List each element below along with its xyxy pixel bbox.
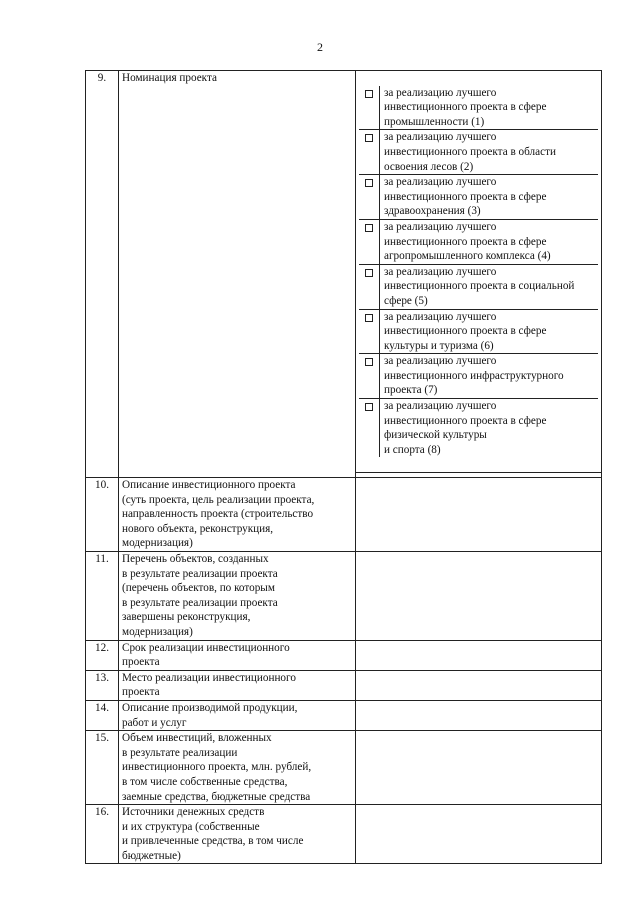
row-value-field[interactable] (356, 640, 602, 670)
table-row-nomination (86, 71, 602, 473)
table-row (86, 670, 602, 700)
table-row (86, 640, 602, 670)
row-label: Место реализации инвестиционного проекта (119, 670, 356, 700)
row-number: 16. (86, 805, 119, 864)
option-label: за реализацию лучшего инвестиционного проекта в области освоения лесов (2) (380, 130, 599, 175)
checkbox-icon[interactable] (365, 358, 373, 366)
nomination-option[interactable] (359, 354, 598, 399)
option-label: за реализацию лучшего инвестиционного проекта в сфере здравоохранения (3) (380, 175, 599, 220)
row-value-field[interactable] (356, 478, 602, 552)
row-label: Описание производимой продукции, работ и услуг (119, 700, 356, 730)
nomination-option[interactable] (359, 219, 598, 264)
row-number: 9. (86, 71, 119, 478)
application-form-table (85, 70, 602, 864)
row-number: 10. (86, 478, 119, 552)
row-value-field[interactable] (356, 805, 602, 864)
option-label: за реализацию лучшего инвестиционного инфраструктурного проекта (7) (380, 354, 599, 399)
row-value-field[interactable] (356, 731, 602, 805)
option-label: за реализацию лучшего инвестиционного проекта в сфере физической культуры и спорта (8) (384, 400, 547, 456)
table-row (86, 700, 602, 730)
checkbox-icon[interactable] (365, 269, 373, 277)
nomination-option[interactable] (359, 309, 598, 354)
option-label: за реализацию лучшего инвестиционного проекта в сфере культуры и туризма (6) (380, 309, 599, 354)
nomination-option[interactable] (359, 399, 598, 458)
row-number: 12. (86, 640, 119, 670)
row-number: 13. (86, 670, 119, 700)
row-label: Номинация проекта (119, 71, 356, 478)
row-value-field[interactable] (356, 700, 602, 730)
table-row (86, 552, 602, 641)
page-number: 2 (317, 40, 323, 54)
nomination-option[interactable] (359, 86, 598, 130)
checkbox-icon[interactable] (365, 403, 373, 411)
option-label: за реализацию лучшего инвестиционного проекта в сфере промышленности (1) (380, 86, 599, 130)
row-label: Описание инвестиционного проекта (суть проекта, цель реализации проекта, направленность проекта (строительство нового объекта, реконструкция, модернизация) (119, 478, 356, 552)
nomination-options-cell (356, 71, 602, 473)
checkbox-icon[interactable] (365, 134, 373, 142)
table-row (86, 731, 602, 805)
nomination-options (359, 86, 598, 458)
row-label: Источники денежных средств и их структура (собственные и привлеченные средства, в том числе бюджетные) (119, 805, 356, 864)
row-label: Перечень объектов, созданных в результате реализации проекта (перечень объектов, по которым в результате реализации проекта завершены реконструкция, модернизация) (119, 552, 356, 641)
option-label: за реализацию лучшего инвестиционного проекта в социальной сфере (5) (380, 264, 599, 309)
nomination-option[interactable] (359, 264, 598, 309)
table-row (86, 805, 602, 864)
row-number: 11. (86, 552, 119, 641)
row-value-field[interactable] (356, 552, 602, 641)
row-label: Объем инвестиций, вложенных в результате реализации инвестиционного проекта, млн. рублей, в том числе собственные средства, заемные средства, бюджетные средства (119, 731, 356, 805)
checkbox-icon[interactable] (365, 314, 373, 322)
row-label: Срок реализации инвестиционного проекта (119, 640, 356, 670)
nomination-option[interactable] (359, 175, 598, 220)
table-row (86, 478, 602, 552)
option-label: за реализацию лучшего инвестиционного проекта в сфере агропромышленного комплекса (4) (380, 219, 599, 264)
row-number: 14. (86, 700, 119, 730)
row-value-field[interactable] (356, 670, 602, 700)
checkbox-icon[interactable] (365, 90, 373, 98)
nomination-option[interactable] (359, 130, 598, 175)
checkbox-icon[interactable] (365, 224, 373, 232)
checkbox-icon[interactable] (365, 179, 373, 187)
row-number: 15. (86, 731, 119, 805)
